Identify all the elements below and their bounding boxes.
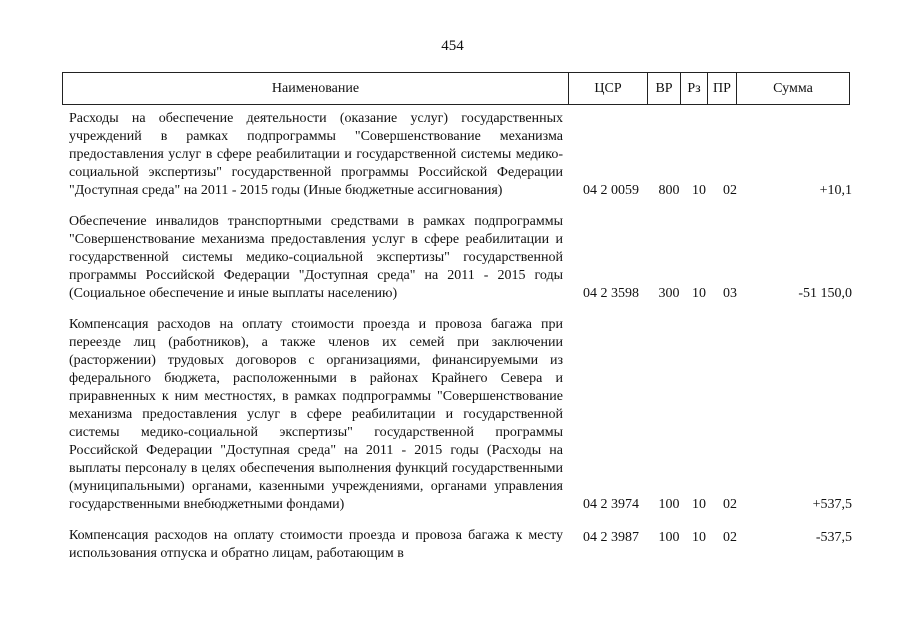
row-name: Компенсация расходов на оплату стоимости проезда и провоза багажа при переезде лиц (работников), а также членов их семей при заключении (расторжении) трудовых договоров с организациями, финансируемыми из федерального бюджета, расположенными в районах Крайнего Севера и приравненных к ним местностях, в рамках подпрограммы "Совершенствование механизма предоставления услуг в сфере реабилитации и государственной системы медико-социальной экспертизы" государственной программы Российской Федерации "Доступная среда" на 2011 - 2015 годы (Расходы на выплаты персоналу в целях обеспечения выполнения функций государственными (муниципальными) органами, казенными учреждениями, органами управления государственными внебюджетными фондами) — [69, 317, 563, 512]
header-sum: Сумма — [737, 73, 850, 105]
header-name: Наименование — [63, 73, 569, 105]
row-rz: 10 — [692, 286, 706, 301]
row-name: Обеспечение инвалидов транспортными средствами в рамках подпрограммы "Совершенствование механизма предоставления услуг в сфере реабилитации и государственной системы медико-социальной экспертизы" государственной программы Российской Федерации "Доступная среда" на 2011 - 2015 годы (Социальное обеспечение и иные выплаты населению) — [69, 214, 563, 301]
table-row — [0, 110, 905, 200]
header-pr: ПР — [708, 73, 737, 105]
row-pr: 02 — [723, 497, 737, 512]
row-csr: 04 2 3987 — [583, 530, 639, 545]
row-vr: 800 — [658, 183, 680, 198]
row-rz: 10 — [692, 530, 706, 545]
row-csr: 04 2 0059 — [583, 183, 639, 198]
row-vr: 300 — [658, 286, 680, 301]
table-body — [0, 110, 905, 576]
row-pr: 03 — [723, 286, 737, 301]
page-number: 454 — [441, 38, 464, 54]
row-csr: 04 2 3974 — [583, 497, 639, 512]
row-pr: 02 — [723, 530, 737, 545]
header-rz: Рз — [681, 73, 708, 105]
header-vr: ВР — [648, 73, 681, 105]
row-sum: +10,1 — [819, 183, 852, 198]
row-rz: 10 — [692, 183, 706, 198]
row-sum: -537,5 — [815, 530, 852, 545]
row-values — [0, 529, 905, 547]
row-name: Компенсация расходов на оплату стоимости проезда и провоза багажа к месту использования отпуска и обратно лицам, работающим в — [69, 528, 563, 561]
row-values — [0, 285, 905, 303]
row-rz: 10 — [692, 497, 706, 512]
row-sum: -51 150,0 — [798, 286, 852, 301]
row-name: Расходы на обеспечение деятельности (оказание услуг) государственных учреждений в рамках подпрограммы "Совершенствование механизма предоставления услуг в сфере реабилитации и государственной системы медико-социальной экспертизы" государственной программы Российской Федерации "Доступная среда" на 2011 - 2015 годы (Иные бюджетные ассигнования) — [69, 111, 563, 198]
table-header — [62, 72, 850, 105]
header-csr: ЦСР — [569, 73, 648, 105]
row-pr: 02 — [723, 183, 737, 198]
row-sum: +537,5 — [812, 497, 852, 512]
row-csr: 04 2 3598 — [583, 286, 639, 301]
table-row — [0, 316, 905, 514]
row-vr: 100 — [658, 497, 680, 512]
table-row — [0, 527, 905, 563]
row-values — [0, 496, 905, 514]
table-row — [0, 213, 905, 303]
row-vr: 100 — [658, 530, 680, 545]
row-values — [0, 182, 905, 200]
